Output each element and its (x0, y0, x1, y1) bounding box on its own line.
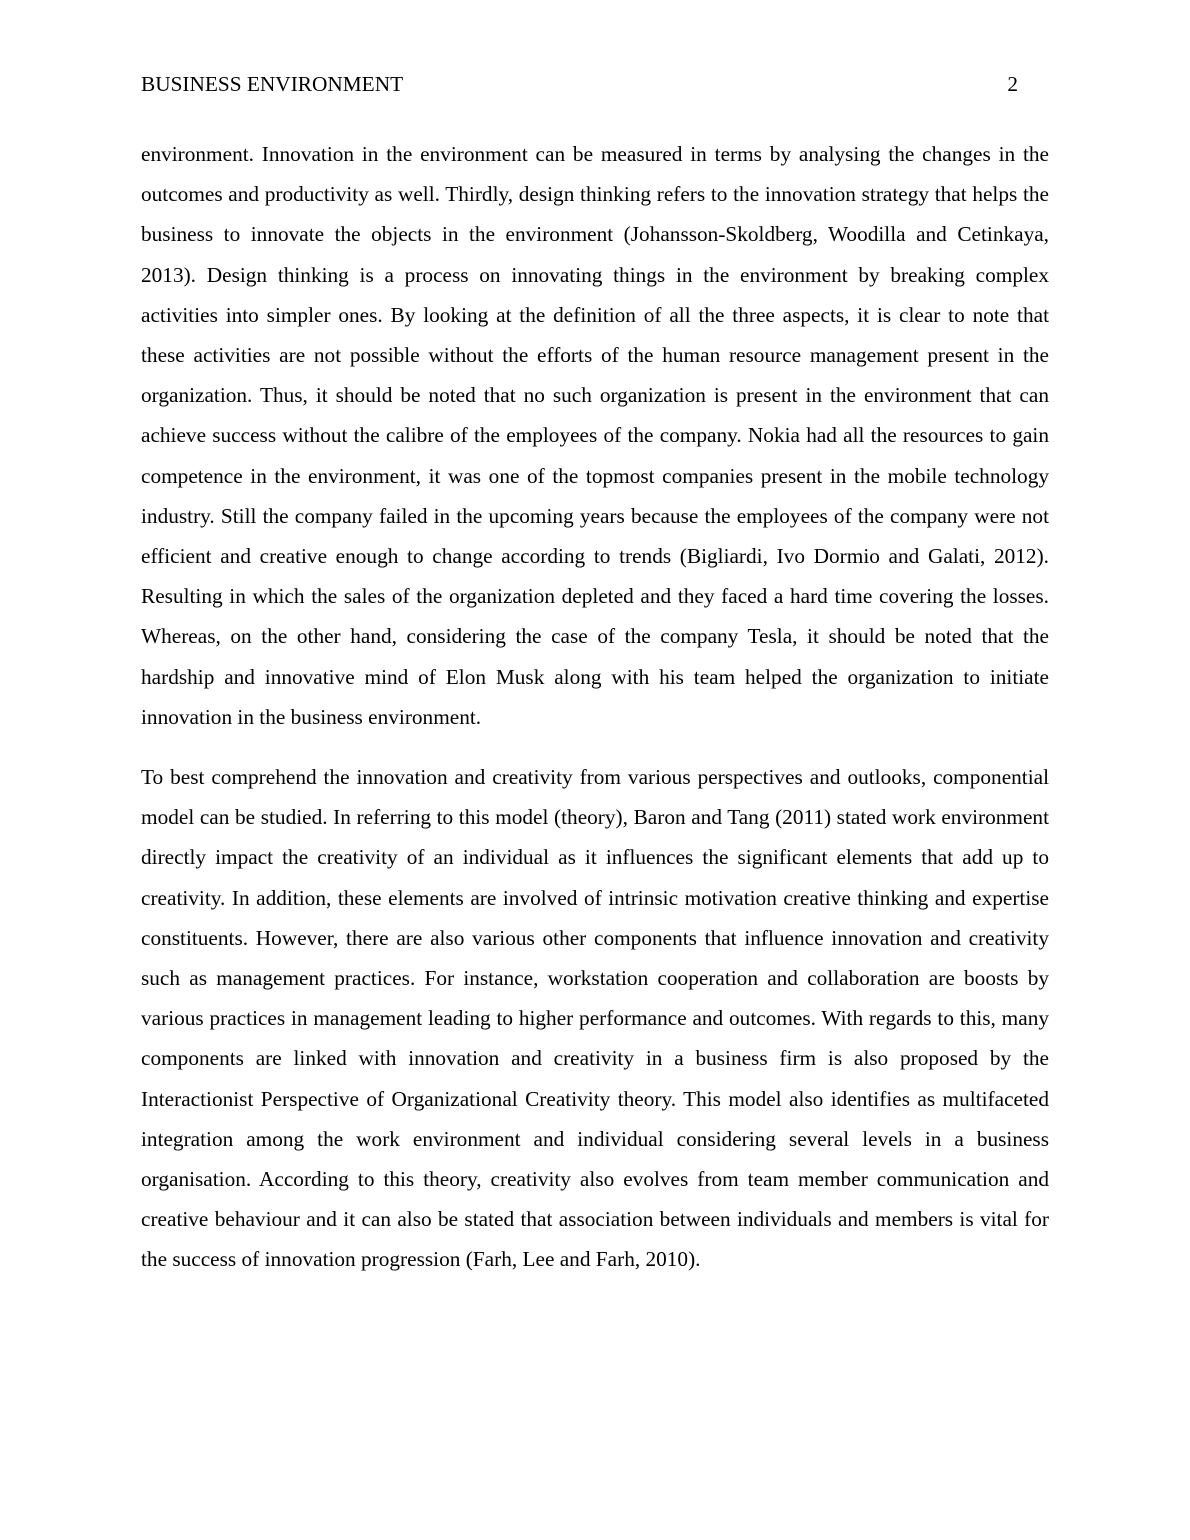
running-header (141, 68, 1018, 100)
header-title: BUSINESS ENVIRONMENT (141, 72, 404, 96)
body-text (141, 134, 1049, 1300)
page-number: 2 (1007, 72, 1018, 96)
paragraph: To best comprehend the innovation and creativity from various perspectives and outlooks, componential model can be studied. In referring to this model (theory), Baron and Tang (2011) stated work environment directly impact the creativity of an individual as it influences the significant elements that add up to creativity. In addition, these elements are involved of intrinsic motivation creative thinking and expertise constituents. However, there are also various other components that influence innovation and creativity such as management practices. For instance, workstation cooperation and collaboration are boosts by various practices in management leading to higher performance and outcomes. With regards to this, many components are linked with innovation and creativity in a business firm is also proposed by the Interactionist Perspective of Organizational Creativity theory. This model also identifies as multifaceted integration among the work environment and individual considering several levels in a business organisation. According to this theory, creativity also evolves from team member communication and creative behaviour and it can also be stated that association between individuals and members is vital for the success of innovation progression (Farh, Lee and Farh, 2010). (141, 765, 1049, 1272)
paragraph: environment. Innovation in the environment can be measured in terms by analysing the changes in the outcomes and productivity as well. Thirdly, design thinking refers to the innovation strategy that helps the business to innovate the objects in the environment (Johansson-Skoldberg, Woodilla and Cetinkaya, 2013). Design thinking is a process on innovating things in the environment by breaking complex activities into simpler ones. By looking at the definition of all the three aspects, it is clear to note that these activities are not possible without the efforts of the human resource management present in the organization. Thus, it should be noted that no such organization is present in the environment that can achieve success without the calibre of the employees of the company. Nokia had all the resources to gain competence in the environment, it was one of the topmost companies present in the mobile technology industry. Still the company failed in the upcoming years because the employees of the company were not efficient and creative enough to change according to trends (Bigliardi, Ivo Dormio and Galati, 2012). Resulting in which the sales of the organization depleted and they faced a hard time covering the losses. Whereas, on the other hand, considering the case of the company Tesla, it should be noted that the hardship and innovative mind of Elon Musk along with his team helped the organization to initiate innovation in the business environment. (141, 142, 1049, 729)
